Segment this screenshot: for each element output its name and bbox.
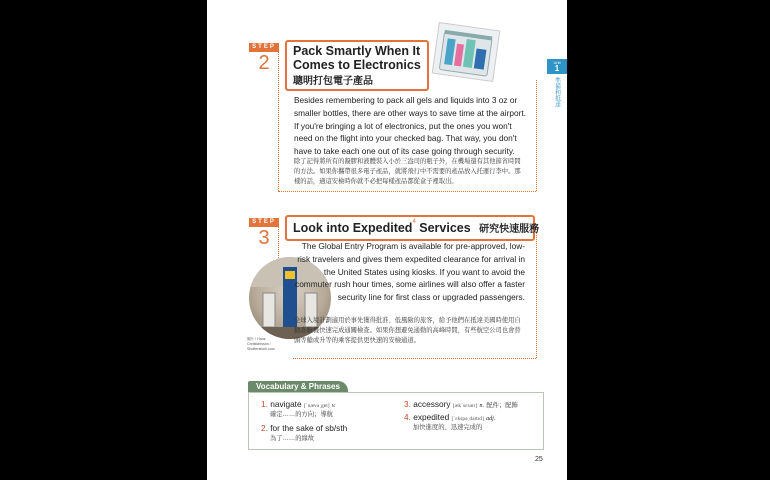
step-3-divider	[278, 222, 279, 258]
vocab-zh: 加快進度的、迅速完成的	[413, 424, 483, 431]
step-3-marker	[249, 218, 279, 249]
step-3-divider-bottom	[293, 358, 536, 359]
book-page	[207, 0, 567, 480]
vocab-num: 3.	[404, 399, 411, 409]
vocab-pos: adj.	[486, 416, 496, 422]
step-label: STEP	[249, 43, 279, 52]
step-2-body-en: Besides remembering to pack all gels and liquids into 3 oz or smaller bottles, there are other ways to save time at the airport. If you're bringing a lot of electronics, put the ones you won't need on the flight into your checked bag. That way, you don't have to take each one out of its case going through security.	[294, 95, 526, 157]
vocab-num: 2.	[261, 423, 268, 433]
vocab-zh: 為了……的緣故	[270, 435, 315, 442]
step-2-divider	[278, 47, 279, 191]
unit-number: 1	[554, 64, 560, 73]
step-2-marker	[249, 43, 279, 74]
unit-title: 準備和抵達	[553, 77, 560, 107]
step-3-title	[285, 215, 540, 241]
step-label: STEP	[249, 218, 279, 227]
title-en-line1: Pack Smartly When It	[293, 44, 421, 58]
title-en-a: Look into Expedited	[293, 221, 413, 235]
vocab-heading: Vocabulary & Phrases	[248, 381, 348, 392]
step-number: 3	[258, 227, 270, 249]
vocab-word: expedited	[413, 412, 450, 422]
vocab-word: for the sake of sb/sth	[270, 423, 348, 433]
vocab-pos: v.	[331, 403, 336, 409]
title-zh: 研究快速服務	[479, 224, 540, 235]
unit-badge	[547, 59, 567, 74]
page-number: 25	[535, 456, 543, 463]
vocab-phonetic: [ˈɛkspə͵daɪtɪd]	[451, 416, 484, 422]
step-3-body-zh: 全球入境計劃適用於事先獲得批准、低風險的旅客，給予他們在抵達美國時使用自動查驗機快速完成通關檢查。如果你想避免通勤的高峰時間，有些航空公司也會替頭等艙或升等的乘客提供更快速的安檢通道。	[294, 317, 521, 344]
unit-tab[interactable]	[547, 59, 567, 113]
vocab-zh: 配件；配飾	[486, 402, 518, 409]
vocab-phonetic: [ˈnævə͵get]	[303, 403, 330, 409]
vocab-word: navigate	[270, 399, 302, 409]
title-en-line2: Comes to Electronics	[293, 58, 421, 72]
vocab-item-2	[261, 423, 391, 442]
vocab-phonetic: [ækˈsɛsərɪ]	[452, 403, 478, 409]
photo-credit: 圖片 / Hans Christiansson / Shutterstock.com	[247, 337, 275, 351]
step-2-body-zh: 除了記得將所有的凝膠和液體裝入小於三盎司的瓶子外，在機場還有其他節省時間的方法。如果你攜帶很多電子產品，就將飛行中不需要的產品放入托運行李中。那樣的話，過這安檢時你就不必把每樣產品都從盒子裡取出。	[294, 158, 521, 185]
step-2-title	[285, 40, 429, 91]
step-2-divider-right	[536, 80, 537, 191]
vocab-num: 4.	[404, 412, 411, 422]
step-2-divider-bottom	[278, 191, 536, 192]
vocab-zh: 確定……的方向；導航	[270, 411, 333, 418]
vocab-item-3	[404, 399, 539, 409]
vocab-box	[248, 392, 544, 450]
step-3-body-en: The Global Entry Program is available for pre-approved, low-risk travelers and gives them expedited clearance for arrival in the United States using kiosks. If you want to avoid the commuter rush hour times, some airlines will also offer a faster security line for first class or upgraded passengers.	[295, 241, 525, 303]
step-3-divider-right	[536, 232, 537, 358]
vocab-num: 1.	[261, 399, 268, 409]
title-zh: 聰明打包電子產品	[293, 76, 373, 87]
vocab-item-1	[261, 399, 391, 418]
toiletries-bag-photo	[432, 22, 501, 82]
vocab-pos: n.	[479, 403, 485, 409]
step-number: 2	[258, 52, 270, 74]
unit-label: Unit	[553, 60, 561, 65]
vocab-item-4	[404, 412, 539, 431]
toiletries-bag-icon	[433, 23, 499, 81]
title-en-b: Services	[415, 221, 471, 235]
vocab-word: accessory	[413, 399, 451, 409]
footnote-marker: 4	[412, 219, 416, 225]
